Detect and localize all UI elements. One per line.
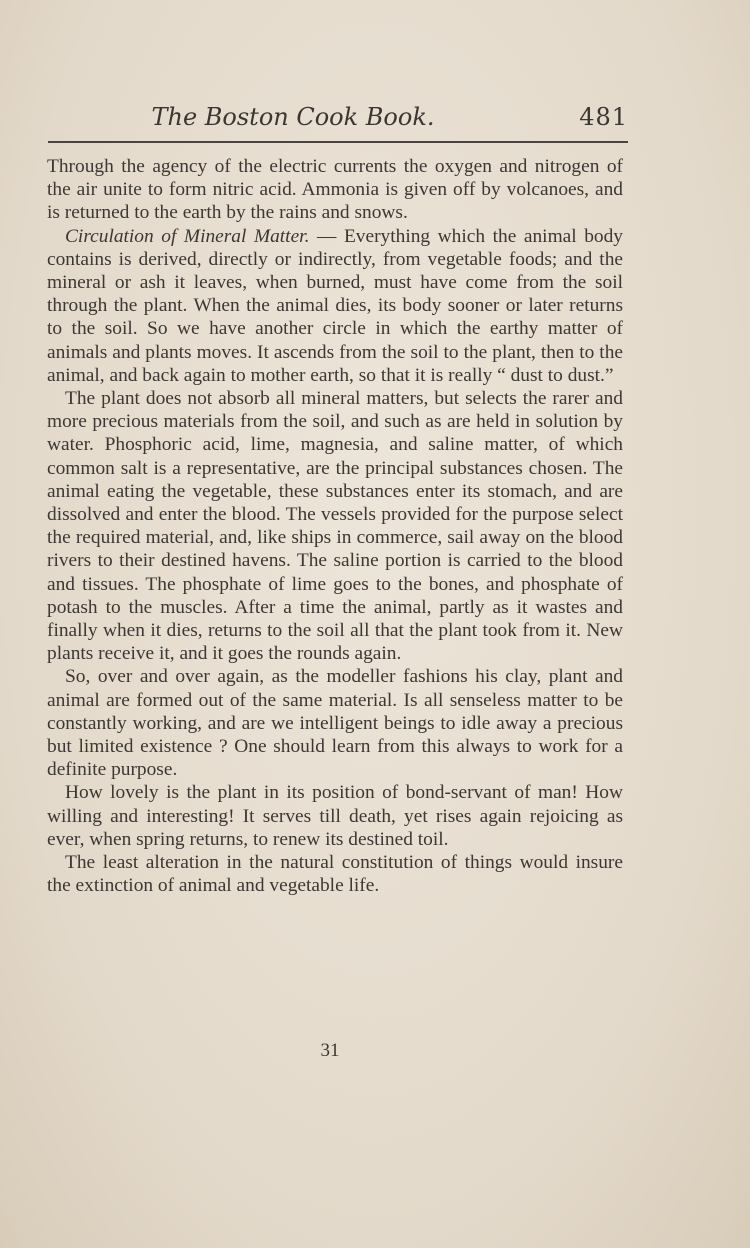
paragraph-1-text: Through the agency of the electric currents the oxygen and nitrogen of the air unite to form nitric acid. Ammonia is given off by volcanoes, and is returned to the earth by the rains and snows.: [47, 156, 623, 224]
paragraph-6: [47, 851, 623, 897]
paragraph-3-text: The plant does not absorb all mineral matters, but selects the rarer and more precious materials from the soil, and such as are held in solution by water. Phosphoric acid, lime, magnesia, and saline matter, of which common salt is a representative, are the principal substances chosen. The animal eating the vegetable, these substances enter its stomach, and are dissolved and enter the blood. The vessels provided for the purpose select the required material, and, like ships in commerce, sail away on the blood rivers to their destined havens. The saline portion is carried to the blood and tissues. The phosphate of lime goes to the bones, and phosphate of potash to the muscles. After a time the animal, partly as it wastes and finally when it dies, returns to the soil all that the plant took from it. New plants receive it, and it goes the rounds again.: [47, 388, 623, 665]
paragraph-6-text: The least alteration in the natural constitution of things would insure the extinction of animal and vegetable life.: [47, 852, 623, 897]
running-title: The Boston Cook Book.: [151, 103, 435, 131]
section-heading: Circulation of Mineral Matter.: [65, 225, 310, 247]
body-text: [47, 155, 623, 898]
paragraph-4: [47, 665, 623, 781]
paragraph-2: [47, 225, 623, 387]
paragraph-1: [47, 155, 623, 225]
paragraph-2-text: — Everything which the animal body contains is derived, directly or indirectly, from vegetable foods; and the mineral or ash it leaves, when burned, must have come from the soil through the plant. When the animal dies, its body sooner or later returns to the soil. So we have another circle in which the earthy matter of animals and plants moves. It ascends from the soil to the plant, then to the animal, and back again to mother earth, so that it is really “ dust to dust.”: [47, 225, 623, 386]
signature-mark: 31: [320, 1040, 340, 1061]
paragraph-3: [47, 387, 623, 665]
paragraph-5-text: How lovely is the plant in its position of bond-servant of man! How willing and interesting! It serves till death, yet rises again rejoicing as ever, when spring returns, to renew its destined toil.: [47, 782, 623, 850]
running-head: [48, 100, 628, 134]
paragraph-5: [47, 781, 623, 851]
page-number: 481: [579, 103, 628, 131]
header-rule: [48, 141, 628, 143]
paragraph-4-text: So, over and over again, as the modeller fashions his clay, plant and animal are formed out of the same material. Is all senseless matter to be constantly working, and are we intelligent beings to idle away a precious but limited existence ? One should learn from this always to work for a definite purpose.: [47, 666, 623, 781]
